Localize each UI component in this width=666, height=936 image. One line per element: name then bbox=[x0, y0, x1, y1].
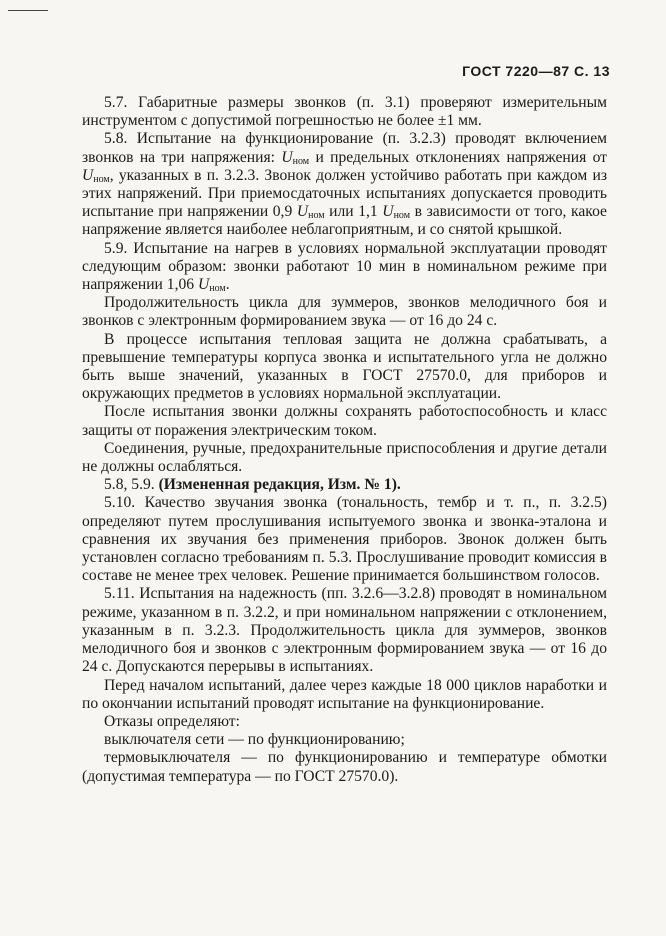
paragraph-5-11-schedule: Перед началом испытаний, далее через каждые 18 000 циклов наработки и по окончании испытаний проводят испытание на функционирование. bbox=[82, 676, 607, 712]
paragraph-5-9-connections: Соединения, ручные, предохранительные приспособления и другие детали не должны ослабляться. bbox=[82, 439, 607, 476]
paragraph-5-9-thermal: В процессе испытания тепловая защита не должна срабатывать, а превышение температуры корпуса звонка и испытательного угла не должно быть выше значений, указанных в ГОСТ 27570.0, для приборов и окружающих предметов в условиях нормальной эксплуатации. bbox=[82, 330, 607, 403]
paragraph-5-9-cycle: Продолжительность цикла для зуммеров, звонков мелодичного боя и звонков с электронным формированием звука — от 16 до 24 с. bbox=[82, 294, 607, 330]
paragraph-5-11-switch: выключателя сети — по функционированию; bbox=[104, 731, 405, 749]
paragraph-5-11-thermo: термовыключателя — по функционированию и температуре обмотки (допустимая температура — по ГОСТ 27570.0). bbox=[82, 749, 607, 785]
paragraph-5-11-failures: Отказы определяют: bbox=[104, 712, 240, 730]
top-left-rule bbox=[8, 10, 48, 11]
paragraph-5-11: 5.11. Испытания на надежность (пп. 3.2.6—3.2.8) проводят в номинальном режиме, указанном в п. 3.2.2, и при номинальном напряжении с отклонением, указанным в п. 3.2.3. Продолжительность цикла для зуммеров, звонков мелодичного боя и звонков с электронным формированием звука — от 16 до 24 с. Допускаются перерывы в испытаниях. bbox=[82, 585, 607, 676]
paragraph-5-9-after: После испытания звонки должны сохранять работоспособность и класс защиты от поражения электрическим током. bbox=[82, 403, 607, 439]
paragraph-5-9: 5.9. Испытание на нагрев в условиях нормальной эксплуатации проводят следующим образом: звонки работают 10 мин в номинальном режиме при напряжении 1,06 $U_{ном}$. bbox=[82, 239, 607, 295]
amendment-note: 5.8, 5.9. (Измененная редакция, Изм. № 1). bbox=[104, 476, 401, 494]
running-head: ГОСТ 7220—87 С. 13 bbox=[462, 63, 610, 79]
paragraph-5-8: 5.8. Испытание на функционирование (п. 3.2.3) проводят включением звонков на три напряжения: $U_{ном}$ и предельных отклонениях напряжения от $U_{ном}$, указанных в п. 3.2.3. Звонок должен устойчиво работать при каждом из этих напряжений. При приемосдаточных испытаниях допускается проводить испытание при напряжении 0,9 $U_{ном}$ или 1,1 $U_{ном}$ в зависимости от того, какое напряжение является наиболее неблагоприятным, и со снятой крышкой. bbox=[82, 130, 607, 239]
paragraph-5-10: 5.10. Качество звучания звонка (тональность, тембр и т. п., п. 3.2.5) определяют путем прослушивания испытуемого звонка и звонка-эталона и сравнения их звучания без применения приборов. Звонок должен быть установлен согласно требованиям п. 5.3. Прослушивание проводит комиссия в составе не менее трех человек. Решение принимается большинством голосов. bbox=[82, 494, 607, 585]
paragraph-5-7: 5.7. Габаритные размеры звонков (п. 3.1) проверяют измерительным инструментом с допустимой погрешностью не более ±1 мм. bbox=[82, 94, 607, 130]
page-body bbox=[82, 94, 607, 786]
